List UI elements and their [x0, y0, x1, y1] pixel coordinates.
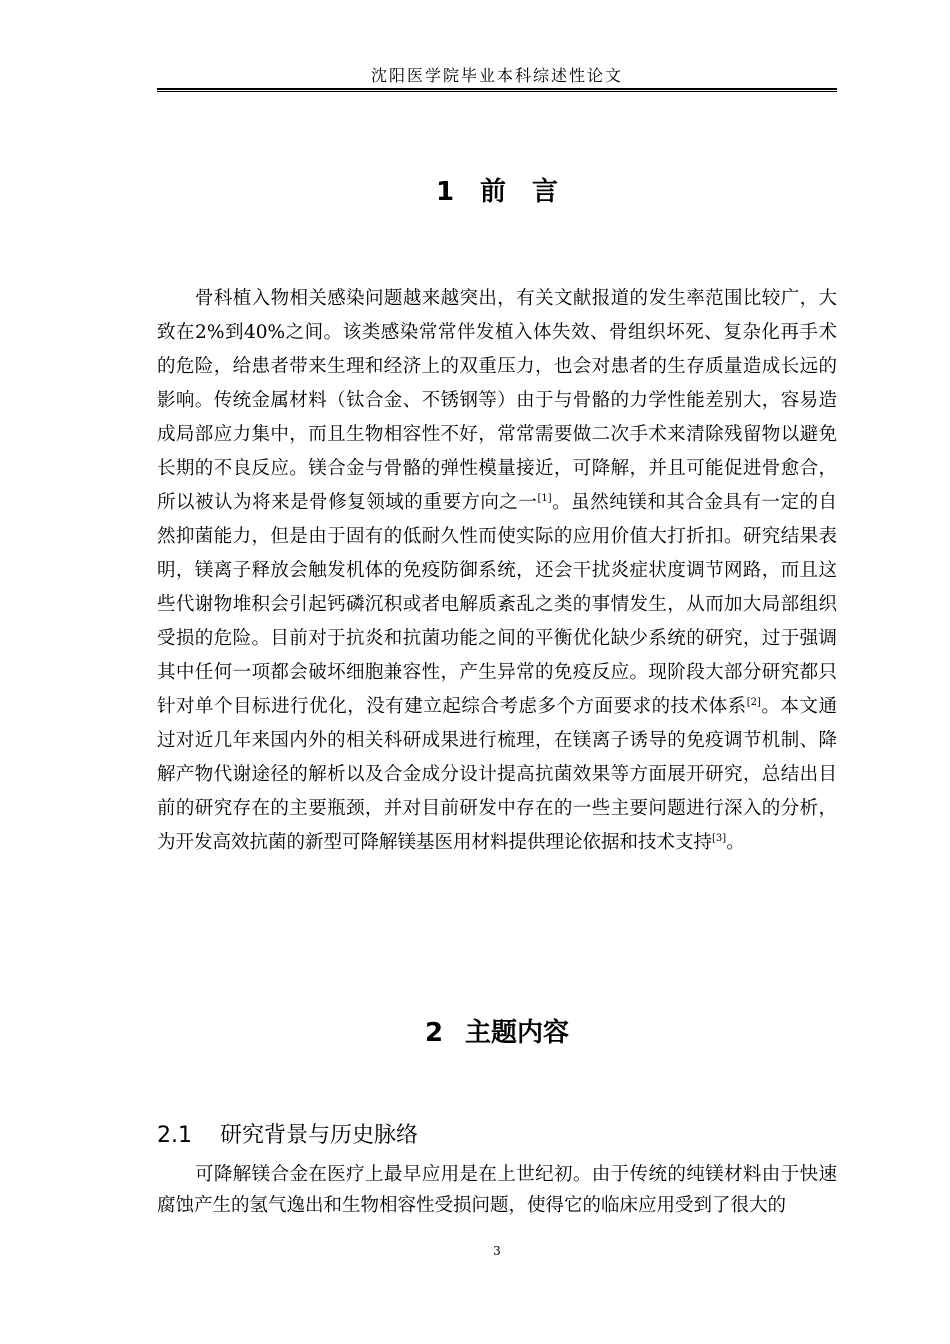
subsection-2-1-paragraph: 可降解镁合金在医疗上最早应用是在上世纪初。由于传统的纯镁材料由于快速腐蚀产生的氢气逸出和生物相容性受损问题，使得它的临床应用受到了很大的 — [157, 1164, 837, 1216]
section-1-heading — [157, 175, 837, 209]
subsection-title: 研究背景与历史脉络 — [220, 1123, 419, 1148]
paragraph-text: 。 — [726, 832, 745, 853]
header-rule — [157, 88, 837, 92]
paragraph-text: 。虽然纯镁和其合金具有一定的自然抑菌能力，但是由于固有的低耐久性而使实际的应用价值大打折扣。研究结果表明，镁离子释放会触发机体的免疫防御系统，还会干扰炎症状度调节网路，而且这些代谢物堆积会引起钙磷沉积或者电解质紊乱之类的事情发生，从而加大局部组织受损的危险。目前对于抗炎和抗菌功能之间的平衡优化缺少系统的研究，过于强调其中任何一项都会破坏细胞兼容性，产生异常的免疫反应。现阶段大部分研究都只针对单个目标进行优化，没有建立起综合考虑多个方面要求的技术体系 — [157, 492, 837, 717]
section-2-heading — [157, 1016, 837, 1050]
paragraph-text: 。本文通过对近几年来国内外的相关科研成果进行梳理，在镁离子诱导的免疫调节机制、降解产物代谢途径的解析以及合金成分设计提高抗菌效果等方面展开研究，总结出目前的研究存在的主要瓶颈，并对目前研发中存在的一些主要问题进行深入的分析，为开发高效抗菌的新型可降解镁基医用材料提供理论依据和技术支持 — [157, 696, 837, 853]
section-1-number: 1 — [435, 177, 455, 207]
section-2-title: 主题内容 — [465, 1018, 570, 1048]
citation-1: [1] — [537, 492, 552, 504]
page-number: 3 — [493, 1244, 501, 1258]
citation-3: [3] — [712, 832, 727, 844]
paragraph-text: 骨科植入物相关感染问题越来越突出，有关文献报道的发生率范围比较广，大致在2%到40%之间。该类感染常常伴发植入体失效、骨组织坏死、复杂化再手术的危险，给患者带来生理和经济上的双重压力，也会对患者的生存质量造成长远的影响。传统金属材料（钛合金、不锈钢等）由于与骨骼的力学性能差别大，容易造成局部应力集中，而且生物相容性不好，常常需要做二次手术来清除残留物以避免长期的不良反应。镁合金与骨骼的弹性模量接近，可降解，并且可能促进骨愈合，所以被认为将来是骨修复领域的重要方向之一 — [157, 288, 837, 513]
section-2-number: 2 — [424, 1018, 444, 1048]
section-1-title: 前言 — [480, 177, 585, 207]
citation-2: [2] — [746, 696, 761, 708]
subsection-2-1-heading — [157, 1121, 837, 1151]
subsection-number: 2.1 — [157, 1123, 192, 1148]
section-1-paragraph — [157, 282, 837, 860]
running-header: 沈阳医学院毕业本科综述性论文 — [370, 66, 623, 85]
